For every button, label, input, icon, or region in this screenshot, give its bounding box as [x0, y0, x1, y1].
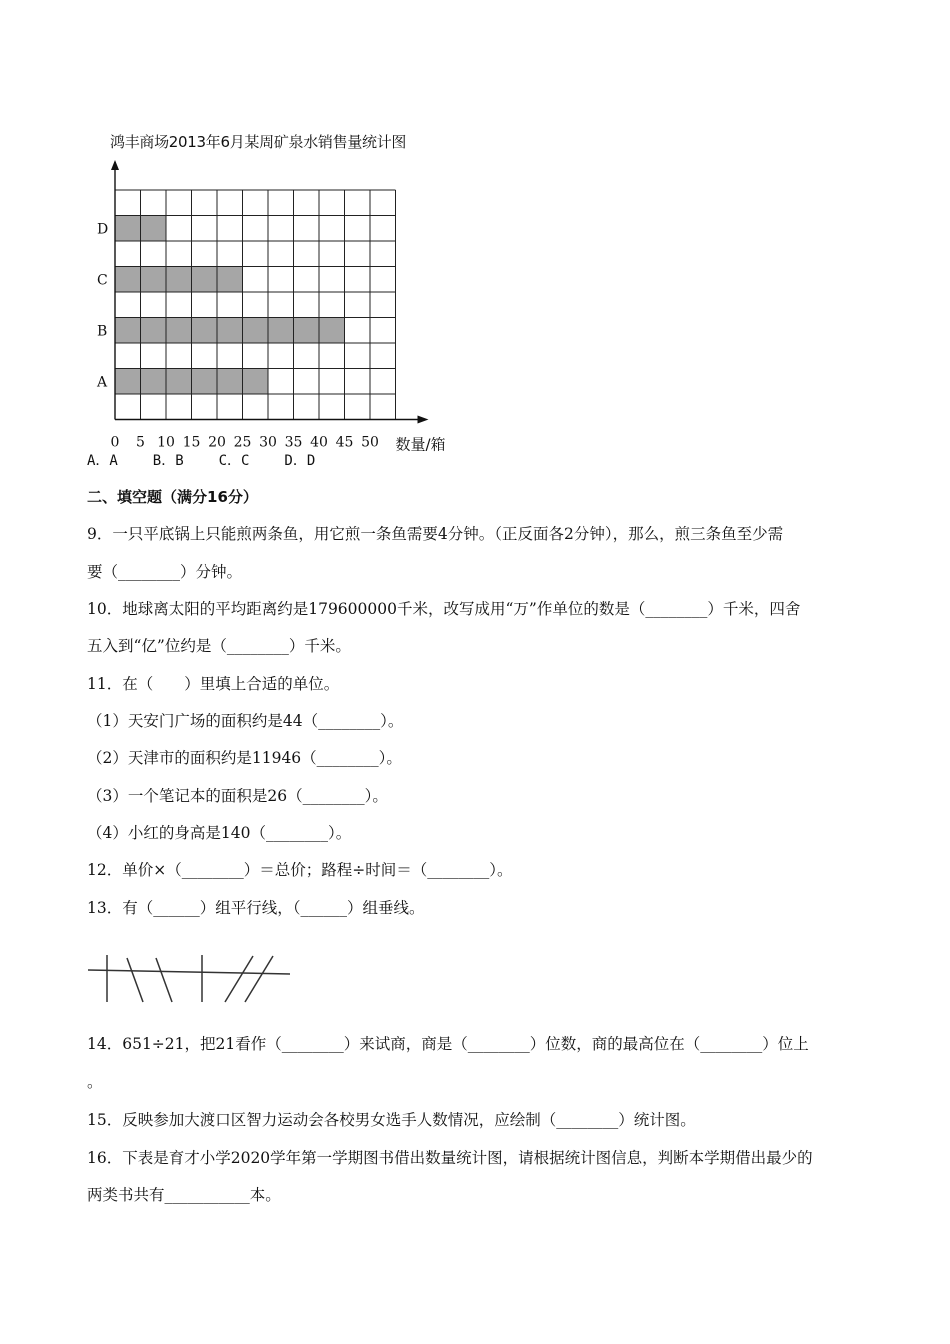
x-axis-arrow — [418, 416, 429, 424]
question-11-3: （3）一个笔记本的面积是26（________）。 — [87, 787, 388, 805]
question-11-4: （4）小红的身高是140（________）。 — [87, 824, 352, 842]
option-a[interactable]: A．A — [87, 453, 118, 469]
x-tick-label: 15 — [182, 434, 201, 451]
horizontal-line — [88, 970, 290, 974]
chart-title: 鸿丰商场2013年6月某周矿泉水销售量统计图 — [110, 133, 407, 151]
slanted-line-1 — [127, 958, 143, 1002]
slanted-line-2 — [156, 958, 172, 1002]
bar-c — [115, 267, 243, 293]
category-label-b: B — [97, 323, 108, 340]
category-label-a: A — [97, 374, 108, 391]
x-tick-label: 5 — [136, 434, 145, 451]
y-axis-arrow — [111, 160, 119, 170]
option-c[interactable]: C．C — [218, 453, 250, 469]
x-tick-label: 20 — [208, 434, 226, 451]
category-label-d: D — [97, 221, 109, 238]
x-tick-label: 35 — [284, 434, 303, 451]
question-12: 12．单价×（________）＝总价；路程÷时间＝（________）。 — [87, 861, 513, 879]
x-tick-label: 30 — [259, 434, 277, 451]
question-16-line1: 16．下表是育才小学2020学年第一学期图书借出数量统计图，请根据统计图信息，判断本学期借出最少的 — [87, 1149, 813, 1167]
parallel-perpendicular-lines-figure — [85, 950, 295, 1010]
category-label-c: C — [97, 272, 108, 289]
question-9-line2: 要（________）分钟。 — [87, 563, 243, 581]
x-tick-label: 10 — [157, 434, 175, 451]
bar-b — [115, 318, 345, 344]
question-15: 15．反映参加大渡口区智力运动会各校男女选手人数情况，应绘制（________）统计图。 — [87, 1111, 696, 1129]
x-tick-label: 50 — [361, 434, 379, 451]
option-b[interactable]: B．B — [152, 453, 184, 469]
bar-chart — [80, 156, 460, 454]
question-9-line1: 9．一只平底锅上只能煎两条鱼，用它煎一条鱼需要4分钟。（正反面各2分钟），那么，煎三条鱼至少需 — [87, 525, 784, 543]
answer-options — [87, 450, 345, 470]
question-11-2: （2）天津市的面积约是11946（________）。 — [87, 749, 402, 767]
x-axis-label: 数量/箱 — [395, 435, 446, 454]
question-11-1: （1）天安门广场的面积约是44（________）。 — [87, 712, 404, 730]
question-10-line1: 10．地球离太阳的平均距离约是179600000千米，改写成用“万”作单位的数是（________）千米，四舍 — [87, 600, 801, 618]
question-10-line2: 五入到“亿”位约是（________）千米。 — [87, 637, 351, 655]
question-14-line1: 14．651÷21，把21看作（________）来试商，商是（________）位数，商的最高位在（________）位上 — [87, 1035, 809, 1053]
question-16-line2: 两类书共有___________本。 — [87, 1186, 281, 1204]
question-14-line2: 。 — [87, 1073, 103, 1091]
x-tick-label: 0 — [110, 434, 120, 451]
section-title: 二、填空题（满分16分） — [87, 488, 258, 506]
question-13: 13．有（______）组平行线，（______）组垂线。 — [87, 899, 425, 917]
x-tick-label: 25 — [233, 434, 252, 451]
x-tick-label: 40 — [310, 434, 328, 451]
option-d[interactable]: D．D — [284, 453, 316, 469]
x-tick-label: 45 — [335, 434, 354, 451]
question-11: 11．在（ ）里填上合适的单位。 — [87, 675, 340, 693]
